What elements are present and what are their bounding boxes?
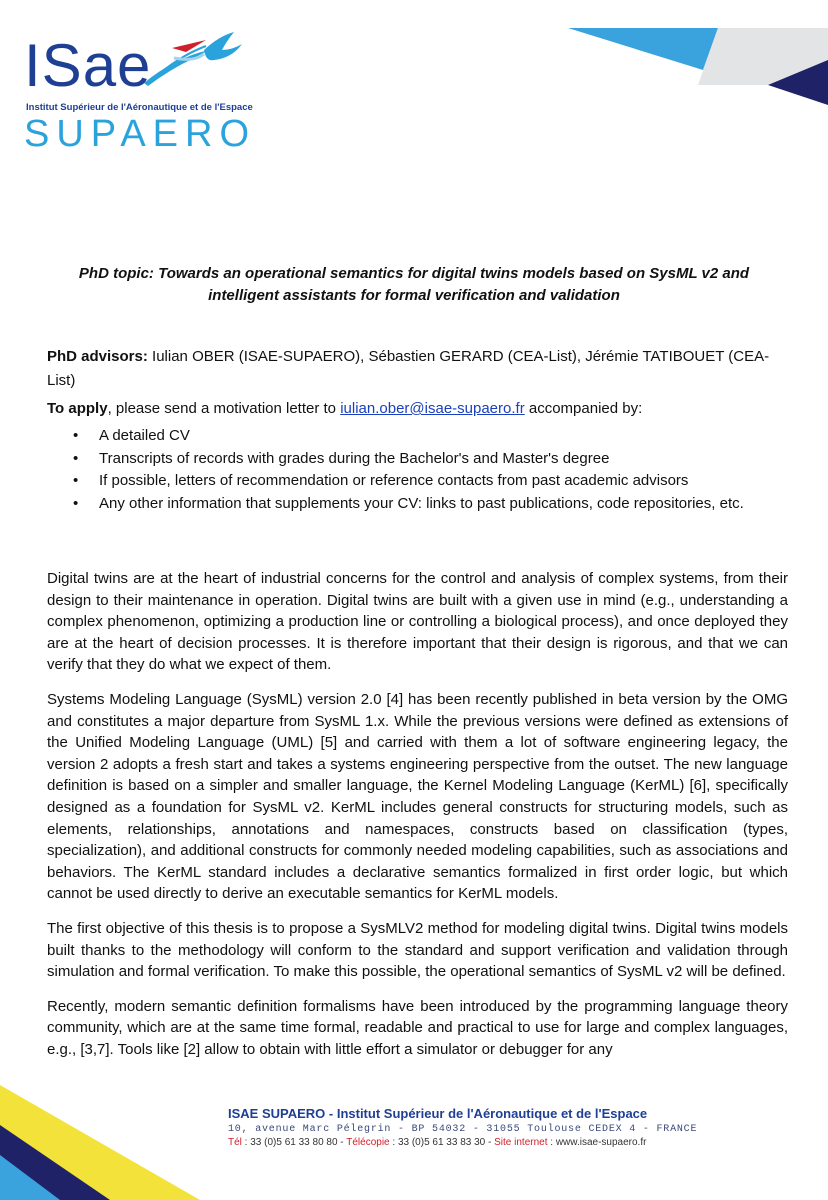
apply-label: To apply [47, 400, 108, 417]
logo-isae-text: ISae [24, 32, 152, 99]
list-item: • Any other information that supplements your CV: links to past publications, code repositories, etc. [47, 493, 792, 516]
apply-text-before: , please send a motivation letter to [107, 400, 341, 417]
footer-org-full: - Institut Supérieur de l'Aéronautique et de l'Espace [325, 1106, 648, 1121]
list-item: • Transcripts of records with grades during the Bachelor's and Master's degree [47, 448, 792, 471]
corner-decoration-bottom-left [0, 1085, 200, 1200]
footer-contacts [228, 1137, 668, 1148]
footer-org-name: ISAE SUPAERO [228, 1106, 326, 1121]
footer-organization [228, 1106, 668, 1121]
paragraph-3: The first objective of this thesis is to propose a SysMLV2 method for modeling digital twins. Digital twins models built thanks to the methodology will conform to the standard and support verification and validation through simulation and formal verification. To make this possible, the operational semantics of SysML v2 will be defined. [47, 919, 788, 981]
list-item: • A detailed CV [47, 425, 792, 448]
list-item: • If possible, letters of recommendation or reference contacts from past academic advisors [47, 470, 792, 493]
paragraph-1: Digital twins are at the heart of industrial concerns for the control and analysis of complex systems, from their design to their maintenance in operation. Digital twins are built with a given use in mind (e.g., understanding a complex phenomenon, optimizing a production line or controlling a biological process), and once deployed they are at the heart of decision processes. It is therefore important that their design is rigorous, and that we can verify that they do what we expect of them. [47, 570, 788, 674]
page-title [60, 263, 768, 307]
footer-address: 10, avenue Marc Pélegrin - BP 54032 - 31055 Toulouse CEDEX 4 - FRANCE [228, 1124, 698, 1135]
apply-text-after: accompanied by: [524, 400, 643, 417]
corner-decoration-top-right [568, 0, 828, 110]
bird-plane-icon [134, 28, 244, 108]
paragraph-2: Systems Modeling Language (SysML) version 2.0 [4] has been recently published in beta version by the OMG and constitutes a major departure from SysML 1.x. While the previous versions were defined as extensions of the Unified Modeling Language (UML) [5] and carried with them a lot of software engineering legacy, the version 2 adopts a fresh start and takes a systems engineering perspective from the outset. The new language definition is based on a simpler and smaller language, the Kernel Modeling Language (KerML) [6], specifically designed as a foundation for SysML v2. KerML includes general constructs for structuring models, such as elements, relationships, annotations and namespaces, constructs based on classification (types, specialization), and additional constructs for commonly needed modeling capabilities, such as associations and behaviors. The KerML standard includes a declarative semantics formalized in first order logic, but which cannot be used directly to derive an executable semantics for KerML models. [47, 690, 788, 903]
email-link[interactable]: iulian.ober@isae-supaero.fr [340, 400, 525, 417]
title-line-1: PhD topic: Towards an operational semantics for digital twins models based on SysML v2 and [78, 265, 750, 282]
requirements-list [47, 425, 792, 515]
footer-tel: : 33 (0)5 61 33 80 80 - [241, 1137, 347, 1148]
paragraph-4: Recently, modern semantic definition formalisms have been introduced by the programming language theory community, which are at the same time formal, readable and practical to use for large and complex languages, e.g., [3,7]. Tools like [2] allow to obtain with little effort a simulator or debugger for any [47, 997, 788, 1058]
footer-web-label: Site internet [494, 1137, 548, 1148]
footer-tel-label: Tél [228, 1137, 242, 1148]
footer [228, 1106, 698, 1148]
advisors-line [47, 345, 792, 393]
apply-line [47, 397, 792, 421]
footer-fax-label: Télécopie [346, 1137, 390, 1148]
advisors-label: PhD advisors: [47, 348, 148, 365]
footer-web: : www.isae-supaero.fr [547, 1137, 647, 1148]
advisors-text: Iulian OBER (ISAE-SUPAERO), Sébastien GERARD (CEA-List), Jérémie TATIBOUET (CEA-List) [47, 348, 770, 389]
application-info [47, 345, 792, 515]
title-line-2: intelligent assistants for formal verification and validation [208, 287, 620, 304]
footer-fax: : 33 (0)5 61 33 83 30 - [389, 1137, 495, 1148]
body-text [47, 568, 788, 1073]
logo-subtitle: Institut Supérieur de l'Aéronautique et de l'Espace [26, 102, 253, 113]
logo-supaero-text: SUPAERO [24, 113, 257, 155]
isae-supaero-logo [24, 28, 257, 155]
